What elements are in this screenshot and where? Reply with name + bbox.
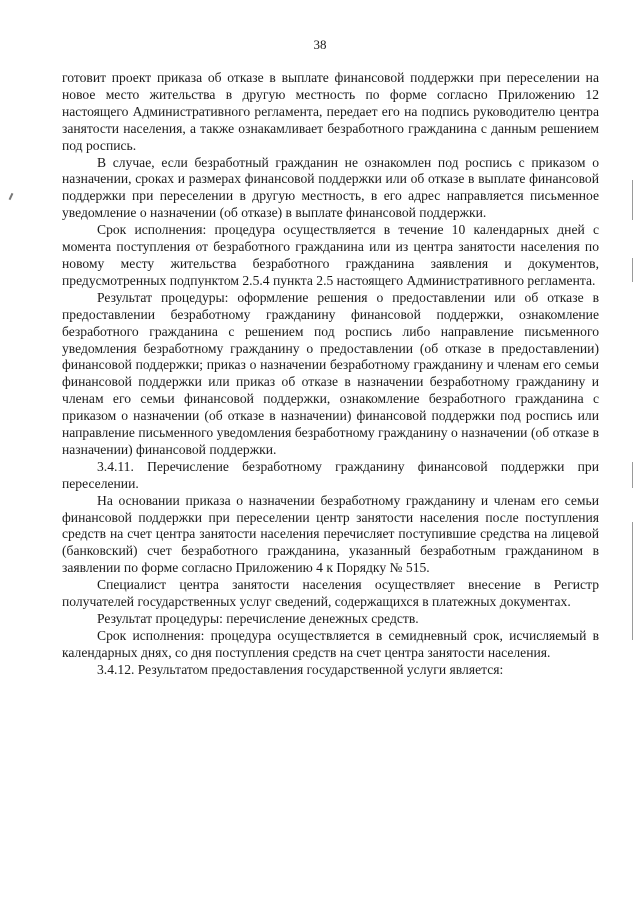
section-heading: 3.4.11. Перечисление безработному гражданину финансовой поддержки при переселении.: [62, 458, 599, 491]
paragraph: В случае, если безработный гражданин не ознакомлен под роспись с приказом о назначении, сроках и размерах финансовой поддержки или об отказе в выплате финансовой поддержки при переселении в другую местность, в его адрес направляется письменное уведомление о назначении (об отказе) в выплате финансовой поддержки.: [62, 154, 599, 221]
margin-line: [632, 180, 633, 220]
paragraph: готовит проект приказа об отказе в выплате финансовой поддержки при переселении на новое место жительства в другую местность по форме согласно Приложению 12 настоящего Административного регламента, передает его на подпись руководителю центра занятости населения, а также ознакамливает безработного гражданина с данным решением под роспись.: [62, 70, 599, 153]
paragraph: Срок исполнения: процедура осуществляется в семидневный срок, исчисляемый в календарных днях, со дня поступления средств на счет центра занятости населения.: [62, 627, 599, 660]
paragraph: Результат процедуры: перечисление денежных средств.: [97, 611, 419, 626]
margin-line: [632, 258, 633, 282]
margin-line: [632, 522, 633, 640]
document-body: [62, 70, 599, 679]
margin-tick-mark: [9, 193, 14, 200]
paragraph: Результат процедуры: оформление решения о предоставлении или об отказе в предоставлении безработному гражданину финансовой поддержки, ознакомление безработного гражданина с решением под роспись либо направление письменного уведомления безработному гражданину о предоставлении (об отказе в предоставлении) финансовой поддержки; приказ о назначении безработному гражданину и членам его семьи финансовой поддержки или приказ об отказе в назначении безработному гражданину и членам его семьи финансовой поддержки, ознакомление безработного гражданина с приказом о назначении (об отказе в назначении) финансовой поддержки под роспись или направление письменного уведомления безработному гражданину о назначении (об отказе в назначении) финансовой поддержки.: [62, 289, 599, 457]
paragraph: Специалист центра занятости населения осуществляет внесение в Регистр получателей государственных услуг сведений, содержащихся в платежных документах.: [62, 577, 599, 610]
page-number: 38: [313, 37, 327, 52]
section-heading: 3.4.12. Результатом предоставления государственной услуги является:: [97, 661, 504, 677]
paragraph: На основании приказа о назначении безработному гражданину и членам его семьи финансовой поддержки при переселении центр занятости населения после поступления средств на счет центра занятости населения перечисляет поступившие средства на лицевой (банковский) счет безработного гражданина, указанный безработным гражданином в заявлении по форме согласно Приложению 4 к Порядку № 515.: [62, 492, 599, 576]
margin-line: [632, 462, 633, 488]
paragraph: Срок исполнения: процедура осуществляется в течение 10 календарных дней с момента поступления от безработного гражданина или из центра занятости населения по новому месту жительства безработного гражданина заявления и документов, предусмотренных подпунктом 2.5.4 пункта 2.5 настоящего Административного регламента.: [62, 222, 599, 288]
